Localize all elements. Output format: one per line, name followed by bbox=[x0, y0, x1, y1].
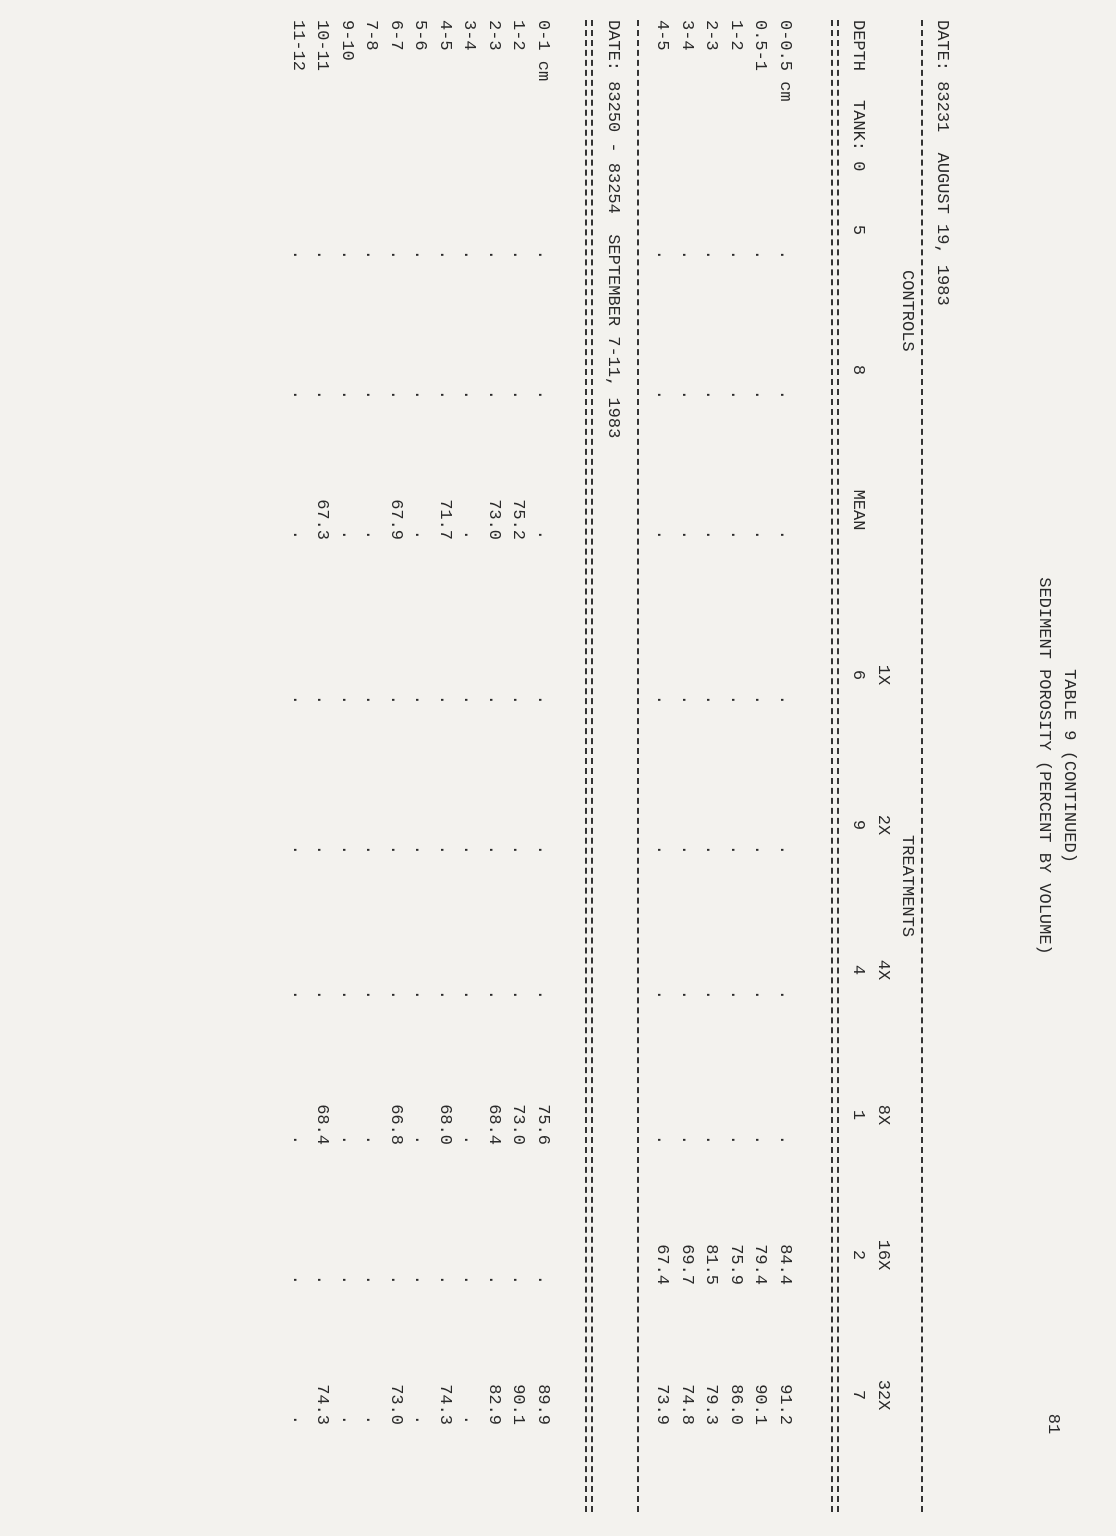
table-cell: . bbox=[484, 844, 503, 855]
table-cell: . bbox=[361, 389, 381, 400]
table-cell: . bbox=[726, 389, 745, 400]
table-cell: . bbox=[410, 989, 430, 1000]
table-cell: 74.3 bbox=[435, 1384, 454, 1425]
table-cell: . bbox=[677, 989, 696, 1000]
controls-label: CONTROLS bbox=[897, 270, 916, 352]
table-cell: . bbox=[459, 389, 479, 400]
table-cell: . bbox=[484, 694, 503, 705]
table-cell: . bbox=[410, 1134, 430, 1145]
table-cell: . bbox=[508, 694, 528, 705]
section-date-1: DATE: 83231 AUGUST 19, 1983 bbox=[932, 20, 951, 306]
table-cell: . bbox=[386, 389, 405, 400]
table-cell: . bbox=[726, 529, 745, 540]
table-cell: . bbox=[750, 694, 770, 705]
table-cell: . bbox=[288, 989, 307, 1000]
table-cell: . bbox=[775, 529, 794, 540]
table-cell: . bbox=[337, 844, 356, 855]
table-cell: . bbox=[410, 529, 430, 540]
table-cell: . bbox=[533, 529, 552, 540]
table-cell: . bbox=[288, 694, 307, 705]
table-cell: . bbox=[386, 249, 405, 260]
value-column-6 bbox=[285, 1085, 555, 1145]
table-cell: 73.0 bbox=[484, 499, 503, 540]
table-cell: . bbox=[410, 844, 430, 855]
table-cell: 74.3 bbox=[312, 1384, 332, 1425]
table-cell: . bbox=[484, 249, 503, 260]
table-cell: 81.5 bbox=[701, 1244, 721, 1285]
depth-cell: 1-2 bbox=[508, 20, 528, 51]
table-cell: . bbox=[652, 694, 672, 705]
value-column-1 bbox=[285, 340, 555, 400]
table-cell: . bbox=[508, 844, 528, 855]
table-cell: 82.9 bbox=[484, 1384, 503, 1425]
value-column-6 bbox=[649, 1085, 796, 1145]
table-cell: . bbox=[459, 844, 479, 855]
table-cell: . bbox=[435, 389, 454, 400]
table-cell: . bbox=[312, 694, 332, 705]
value-column-4 bbox=[285, 795, 555, 855]
table-cell: . bbox=[533, 249, 552, 260]
table-cell: . bbox=[361, 844, 381, 855]
table-cell: . bbox=[508, 389, 528, 400]
table-cell: . bbox=[361, 1134, 381, 1145]
table-cell: . bbox=[775, 389, 794, 400]
depth-cell: 9-10 bbox=[337, 20, 356, 61]
table-cell: . bbox=[750, 389, 770, 400]
depth-cell: 0.5-1 bbox=[750, 20, 770, 72]
tank-header-5: 4 bbox=[848, 964, 867, 976]
table-cell: . bbox=[386, 1274, 405, 1285]
value-column-1 bbox=[649, 340, 796, 400]
value-column-7 bbox=[285, 1225, 555, 1285]
depth-cell: 6-7 bbox=[386, 20, 405, 51]
table-title: TABLE 9 (CONTINUED) bbox=[1059, 669, 1078, 863]
table-cell: . bbox=[288, 844, 307, 855]
table-cell: 74.8 bbox=[677, 1384, 696, 1425]
table-cell: . bbox=[775, 1134, 794, 1145]
table-cell: . bbox=[533, 844, 552, 855]
depth-cell: 0-0.5 cm bbox=[775, 20, 794, 102]
table-cell: . bbox=[533, 694, 552, 705]
table-cell: 90.1 bbox=[750, 1384, 770, 1425]
table-cell: . bbox=[288, 1274, 307, 1285]
table-cell: 69.7 bbox=[677, 1244, 696, 1285]
table-cell: . bbox=[337, 1274, 356, 1285]
table-cell: . bbox=[288, 1414, 307, 1425]
value-column-5 bbox=[649, 940, 796, 1000]
dashed-rule bbox=[585, 20, 587, 1512]
table-cell: . bbox=[750, 844, 770, 855]
table-cell: . bbox=[750, 1134, 770, 1145]
table-cell: . bbox=[361, 694, 381, 705]
table-cell: . bbox=[386, 989, 405, 1000]
dashed-rule bbox=[921, 20, 923, 1512]
table-cell: . bbox=[701, 844, 721, 855]
table-cell: . bbox=[459, 989, 479, 1000]
table-cell: . bbox=[435, 844, 454, 855]
table-cell: . bbox=[361, 529, 381, 540]
depth-cell: 4-5 bbox=[435, 20, 454, 51]
table-cell: 66.8 bbox=[386, 1104, 405, 1145]
table-cell: . bbox=[652, 1134, 672, 1145]
table-cell: 75.6 bbox=[533, 1104, 552, 1145]
table-cell: . bbox=[312, 389, 332, 400]
table-cell: . bbox=[288, 249, 307, 260]
depth-cell: 0-1 cm bbox=[533, 20, 552, 82]
table-cell: 73.0 bbox=[508, 1104, 528, 1145]
table-cell: . bbox=[410, 1414, 430, 1425]
table-cell: . bbox=[701, 249, 721, 260]
table-cell: . bbox=[508, 249, 528, 260]
table-cell: . bbox=[775, 249, 794, 260]
table-cell: 79.3 bbox=[701, 1384, 721, 1425]
table-cell: . bbox=[484, 389, 503, 400]
table-cell: . bbox=[652, 989, 672, 1000]
table-cell: . bbox=[750, 989, 770, 1000]
rotated-table-sheet bbox=[156, 20, 1116, 1512]
table-cell: . bbox=[484, 989, 503, 1000]
table-cell: . bbox=[312, 989, 332, 1000]
value-column-4 bbox=[649, 795, 796, 855]
table-cell: . bbox=[701, 389, 721, 400]
table-cell: . bbox=[386, 844, 405, 855]
table-cell: . bbox=[435, 694, 454, 705]
depth-cell: 10-11 bbox=[312, 20, 332, 72]
value-column-3 bbox=[285, 645, 555, 705]
table-cell: 86.0 bbox=[726, 1384, 745, 1425]
table-cell: . bbox=[435, 989, 454, 1000]
depth-cell: 3-4 bbox=[459, 20, 479, 51]
depth-cell: 5-6 bbox=[410, 20, 430, 51]
table-cell: 71.7 bbox=[435, 499, 454, 540]
table-cell: . bbox=[410, 249, 430, 260]
table-cell: . bbox=[701, 529, 721, 540]
table-cell: 67.9 bbox=[386, 499, 405, 540]
table-cell: . bbox=[533, 389, 552, 400]
table-cell: 67.4 bbox=[652, 1244, 672, 1285]
table-cell: . bbox=[386, 694, 405, 705]
tank-header-8: 7 bbox=[848, 1389, 867, 1401]
table-cell: . bbox=[775, 989, 794, 1000]
table-cell: . bbox=[726, 1134, 745, 1145]
table-cell: . bbox=[701, 1134, 721, 1145]
table-cell: . bbox=[726, 989, 745, 1000]
table-cell: . bbox=[459, 694, 479, 705]
table-cell: . bbox=[533, 1274, 552, 1285]
table-cell: . bbox=[726, 249, 745, 260]
table-cell: . bbox=[435, 1274, 454, 1285]
dashed-rule bbox=[837, 20, 839, 1512]
table-cell: . bbox=[677, 694, 696, 705]
depth-cell: 2-3 bbox=[484, 20, 503, 51]
table-cell: . bbox=[288, 389, 307, 400]
table-cell: . bbox=[410, 1274, 430, 1285]
value-column-0 bbox=[285, 200, 555, 260]
depth-cell: 11-12 bbox=[288, 20, 307, 72]
table-cell: 75.2 bbox=[508, 499, 528, 540]
table-cell: 68.0 bbox=[435, 1104, 454, 1145]
treatments-label: TREATMENTS bbox=[897, 835, 916, 938]
table-cell: 84.4 bbox=[775, 1244, 794, 1285]
value-column-5 bbox=[285, 940, 555, 1000]
dose-header-4: 2X bbox=[873, 814, 892, 836]
table-cell: 91.2 bbox=[775, 1384, 794, 1425]
table-cell: . bbox=[652, 529, 672, 540]
table-cell: . bbox=[750, 529, 770, 540]
tank-header-6: 1 bbox=[848, 1109, 867, 1121]
tank-header-0: 5 bbox=[848, 224, 867, 236]
table-cell: . bbox=[701, 989, 721, 1000]
table-cell: . bbox=[652, 249, 672, 260]
table-cell: . bbox=[652, 389, 672, 400]
depth-cell: 2-3 bbox=[701, 20, 721, 51]
table-cell: . bbox=[533, 989, 552, 1000]
value-column-7 bbox=[649, 1225, 796, 1285]
dose-header-5: 4X bbox=[873, 959, 892, 981]
table-subtitle: SEDIMENT POROSITY (PERCENT BY VOLUME) bbox=[1034, 577, 1053, 955]
depth-cell: 4-5 bbox=[652, 20, 672, 51]
value-column-8 bbox=[285, 1365, 555, 1425]
table-cell: . bbox=[361, 249, 381, 260]
tank-header: TANK: 0 bbox=[848, 100, 867, 172]
dashed-rule bbox=[591, 20, 593, 1512]
table-cell: . bbox=[677, 844, 696, 855]
table-cell: . bbox=[435, 249, 454, 260]
table-cell: . bbox=[508, 989, 528, 1000]
tank-header-7: 2 bbox=[848, 1249, 867, 1261]
value-column-3 bbox=[649, 645, 796, 705]
table-cell: . bbox=[337, 529, 356, 540]
depth-column bbox=[285, 20, 555, 150]
table-cell: . bbox=[677, 389, 696, 400]
table-cell: 68.4 bbox=[484, 1104, 503, 1145]
tank-header-1: 8 bbox=[848, 364, 867, 376]
table-cell: . bbox=[775, 844, 794, 855]
table-cell: . bbox=[361, 1274, 381, 1285]
table-cell: . bbox=[459, 1134, 479, 1145]
table-cell: . bbox=[677, 249, 696, 260]
table-cell: . bbox=[288, 1134, 307, 1145]
table-cell: . bbox=[726, 694, 745, 705]
table-cell: . bbox=[726, 844, 745, 855]
dashed-rule bbox=[831, 20, 833, 1512]
page-number: 81 bbox=[1043, 1413, 1062, 1435]
table-cell: . bbox=[484, 1274, 503, 1285]
table-cell: 89.9 bbox=[533, 1384, 552, 1425]
table-cell: 73.0 bbox=[386, 1384, 405, 1425]
table-cell: . bbox=[508, 1274, 528, 1285]
table-cell: . bbox=[361, 1414, 381, 1425]
table-cell: . bbox=[337, 249, 356, 260]
depth-column bbox=[649, 20, 796, 150]
dose-header-8: 32X bbox=[873, 1379, 892, 1411]
table-cell: . bbox=[312, 844, 332, 855]
table-cell: . bbox=[459, 529, 479, 540]
table-cell: . bbox=[459, 249, 479, 260]
tank-header-3: 6 bbox=[848, 669, 867, 681]
depth-cell: 1-2 bbox=[726, 20, 745, 51]
table-cell: 73.9 bbox=[652, 1384, 672, 1425]
table-cell: 68.4 bbox=[312, 1104, 332, 1145]
table-cell: 75.9 bbox=[726, 1244, 745, 1285]
tank-header-4: 9 bbox=[848, 819, 867, 831]
tank-header-2: MEAN bbox=[848, 489, 867, 531]
table-cell: . bbox=[677, 1134, 696, 1145]
table-cell: . bbox=[337, 694, 356, 705]
value-column-2 bbox=[649, 480, 796, 540]
table-cell: . bbox=[750, 249, 770, 260]
table-cell: . bbox=[677, 529, 696, 540]
table-cell: 79.4 bbox=[750, 1244, 770, 1285]
table-cell: . bbox=[459, 1414, 479, 1425]
table-cell: . bbox=[337, 389, 356, 400]
table-cell: . bbox=[410, 694, 430, 705]
value-column-2 bbox=[285, 480, 555, 540]
value-column-0 bbox=[649, 200, 796, 260]
table-cell: . bbox=[337, 1414, 356, 1425]
depth-cell: 7-8 bbox=[361, 20, 381, 51]
section-date-2: DATE: 83250 - 83254 SEPTEMBER 7-11, 1983 bbox=[603, 20, 622, 439]
dose-header-6: 8X bbox=[873, 1104, 892, 1126]
table-cell: . bbox=[312, 1274, 332, 1285]
dashed-rule bbox=[637, 20, 639, 1512]
depth-cell: 3-4 bbox=[677, 20, 696, 51]
table-cell: . bbox=[701, 694, 721, 705]
value-column-8 bbox=[649, 1365, 796, 1425]
dose-header-3: 1X bbox=[873, 664, 892, 686]
table-cell: . bbox=[459, 1274, 479, 1285]
depth-header: DEPTH bbox=[848, 20, 867, 72]
table-cell: . bbox=[361, 989, 381, 1000]
table-cell: 67.3 bbox=[312, 499, 332, 540]
table-cell: . bbox=[410, 389, 430, 400]
table-cell: 90.1 bbox=[508, 1384, 528, 1425]
table-cell: . bbox=[337, 1134, 356, 1145]
table-cell: . bbox=[652, 844, 672, 855]
table-cell: . bbox=[775, 694, 794, 705]
table-cell: . bbox=[288, 529, 307, 540]
dose-header-7: 16X bbox=[873, 1239, 892, 1271]
table-cell: . bbox=[312, 249, 332, 260]
table-cell: . bbox=[337, 989, 356, 1000]
